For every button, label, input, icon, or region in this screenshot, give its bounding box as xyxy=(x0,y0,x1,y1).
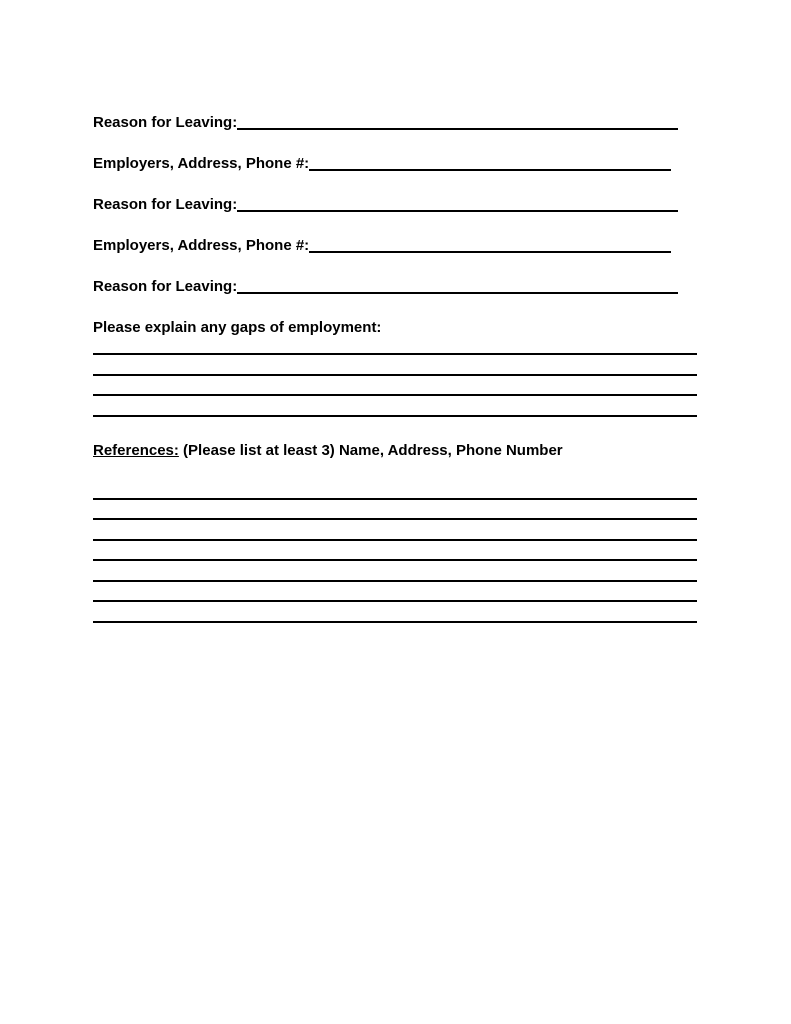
field-label: Reason for Leaving: xyxy=(93,196,238,213)
references-line[interactable] xyxy=(93,498,697,500)
reason-for-leaving-blank-2[interactable] xyxy=(237,210,678,212)
field-label: Reason for Leaving: xyxy=(93,114,238,131)
gaps-line[interactable] xyxy=(93,394,697,396)
references-line[interactable] xyxy=(93,600,697,602)
references-instructions: (Please list at least 3) Name, Address, Phone Number xyxy=(178,442,563,459)
reason-for-leaving-field-1 xyxy=(93,114,678,131)
gaps-heading: Please explain any gaps of employment: xyxy=(93,319,382,336)
references-label: References: xyxy=(93,442,179,459)
employer-address-phone-blank-2[interactable] xyxy=(309,251,671,253)
gaps-line[interactable] xyxy=(93,415,697,417)
reason-for-leaving-field-3 xyxy=(93,278,678,295)
reason-for-leaving-blank-3[interactable] xyxy=(237,292,678,294)
references-line[interactable] xyxy=(93,621,697,623)
references-line[interactable] xyxy=(93,559,697,561)
field-label: Employers, Address, Phone #: xyxy=(93,155,310,172)
references-line[interactable] xyxy=(93,539,697,541)
references-line[interactable] xyxy=(93,580,697,582)
reason-for-leaving-field-2 xyxy=(93,196,678,213)
reason-for-leaving-blank-1[interactable] xyxy=(237,128,678,130)
gaps-line[interactable] xyxy=(93,353,697,355)
employer-address-phone-field-2 xyxy=(93,237,671,254)
gaps-line[interactable] xyxy=(93,374,697,376)
references-line[interactable] xyxy=(93,518,697,520)
employer-address-phone-blank-1[interactable] xyxy=(309,169,671,171)
field-label: Employers, Address, Phone #: xyxy=(93,237,310,254)
field-label: Reason for Leaving: xyxy=(93,278,238,295)
employer-address-phone-field-1 xyxy=(93,155,671,172)
references-heading xyxy=(93,442,563,459)
